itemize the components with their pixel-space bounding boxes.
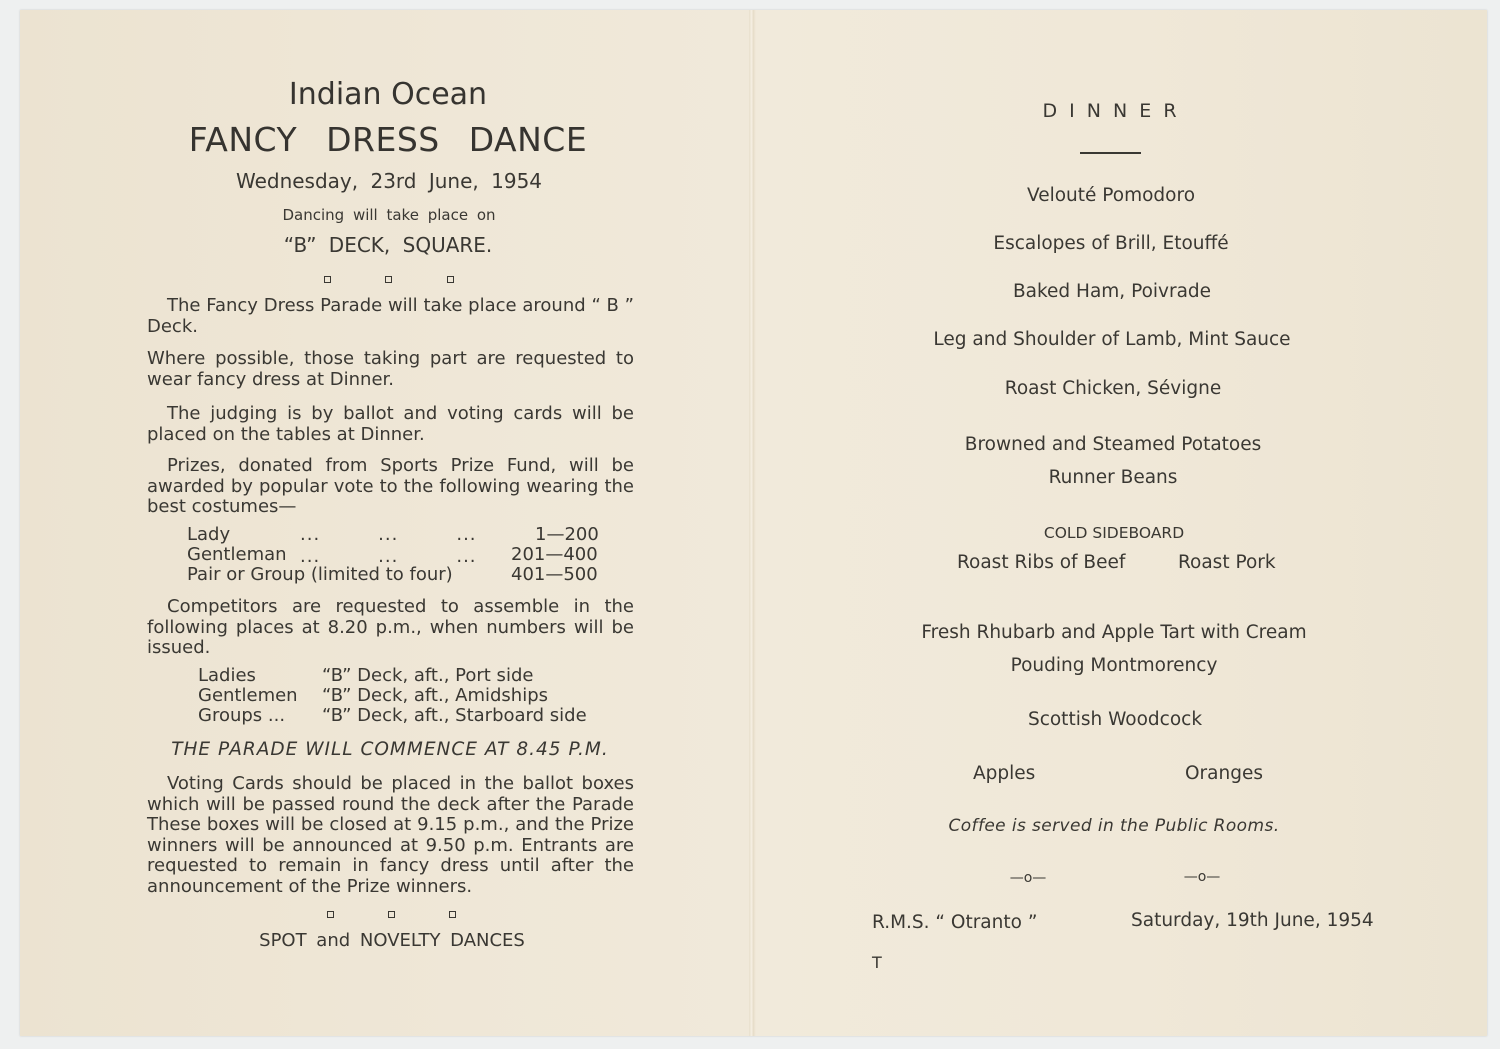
assembly-place-groups: “B” Deck, aft., Starboard side [322, 705, 587, 726]
assembly-group-ladies: Ladies [198, 665, 256, 686]
dessert-pouding: Pouding Montmorency [1010, 655, 1218, 676]
paragraph-fancy-dress-dinner: Where possible, those taking part are requested to wear fancy dress at Dinner. [147, 348, 634, 390]
ornament-square-icon [385, 276, 392, 283]
paragraph-assemble: Competitors are requested to assemble in the following places at 8.20 p.m., when numbers will be issued. [147, 596, 634, 658]
spot-novelty-dances: SPOT and NOVELTY DANCES [259, 930, 525, 951]
divider-ornament: —o— [1009, 870, 1047, 886]
divider-ornament: —o— [1183, 869, 1221, 885]
prize-row-pair-group: Pair or Group (limited to four) [187, 564, 453, 585]
printer-mark: T [872, 953, 882, 972]
savoury: Scottish Woodcock [1027, 709, 1203, 730]
prize-row-lady: Lady [187, 524, 231, 545]
prize-dots: ... ... ... [300, 524, 477, 545]
dancing-note: Dancing will take place on [282, 206, 496, 224]
dinner-heading: D I N N E R [1042, 100, 1180, 122]
center-fold [749, 10, 756, 1036]
ornament-square-icon [327, 911, 334, 918]
fruit-apples: Apples [973, 763, 1036, 784]
fruit-oranges: Oranges [1185, 763, 1263, 784]
prize-range-pair-group: 401—500 [511, 564, 598, 585]
assembly-place-ladies: “B” Deck, aft., Port side [322, 665, 534, 686]
title-fancy-dress-dance: FANCY DRESS DANCE [188, 120, 588, 159]
right-page [752, 10, 1487, 1036]
assembly-group-gentlemen: Gentlemen [198, 685, 298, 706]
vegetables-beans: Runner Beans [1048, 467, 1178, 488]
heading-underline [1080, 152, 1141, 154]
prize-range-lady: 1—200 [535, 524, 599, 545]
dessert-tart: Fresh Rhubarb and Apple Tart with Cream [921, 622, 1307, 643]
menu-date: Saturday, 19th June, 1954 [1131, 910, 1374, 931]
ornament-square-icon [447, 276, 454, 283]
title-indian-ocean: Indian Ocean [288, 77, 488, 112]
paragraph-prizes: Prizes, donated from Sports Prize Fund, will be awarded by popular vote to the following wearing the best costumes— [147, 455, 634, 517]
ship-name: R.M.S. “ Otranto ” [872, 912, 1038, 933]
assembly-place-gentlemen: “B” Deck, aft., Amidships [322, 685, 549, 706]
course-chicken: Roast Chicken, Sévigne [1004, 378, 1222, 399]
vegetables-potatoes: Browned and Steamed Potatoes [964, 434, 1262, 455]
ornament-square-icon [388, 911, 395, 918]
course-lamb: Leg and Shoulder of Lamb, Mint Sauce [933, 329, 1291, 350]
prize-row-gentleman: Gentleman [187, 544, 287, 565]
prize-range-gentleman: 201—400 [511, 544, 598, 565]
assembly-group-groups: Groups ... [198, 705, 286, 726]
coffee-note: Coffee is served in the Public Rooms. [948, 816, 1280, 836]
paragraph-parade: The Fancy Dress Parade will take place around “ B ” Deck. [147, 295, 634, 337]
cold-sideboard-heading: COLD SIDEBOARD [1043, 524, 1185, 542]
prize-dots: ... ... ... [300, 546, 477, 567]
ornament-square-icon [449, 911, 456, 918]
sideboard-beef: Roast Ribs of Beef [957, 552, 1126, 573]
ornament-square-icon [324, 276, 331, 283]
paragraph-voting: Voting Cards should be placed in the ballot boxes which will be passed round the deck after the Parade These boxes will be closed at 9.15 p.m., and the Prize winners will be announced at 9.50 p.m. Entrants are requested to remain in fancy dress until after the announcement of the Prize winners. [147, 773, 634, 897]
paragraph-judging: The judging is by ballot and voting cards will be placed on the tables at Dinner. [147, 403, 634, 445]
sideboard-pork: Roast Pork [1178, 552, 1276, 573]
event-date: Wednesday, 23rd June, 1954 [235, 169, 543, 193]
dance-location: “B” DECK, SQUARE. [283, 233, 493, 257]
course-fish: Escalopes of Brill, Etouffé [993, 233, 1229, 254]
course-ham: Baked Ham, Poivrade [1012, 281, 1212, 302]
parade-notice: THE PARADE WILL COMMENCE AT 8.45 P.M. [171, 739, 609, 760]
course-soup: Velouté Pomodoro [1026, 185, 1196, 206]
